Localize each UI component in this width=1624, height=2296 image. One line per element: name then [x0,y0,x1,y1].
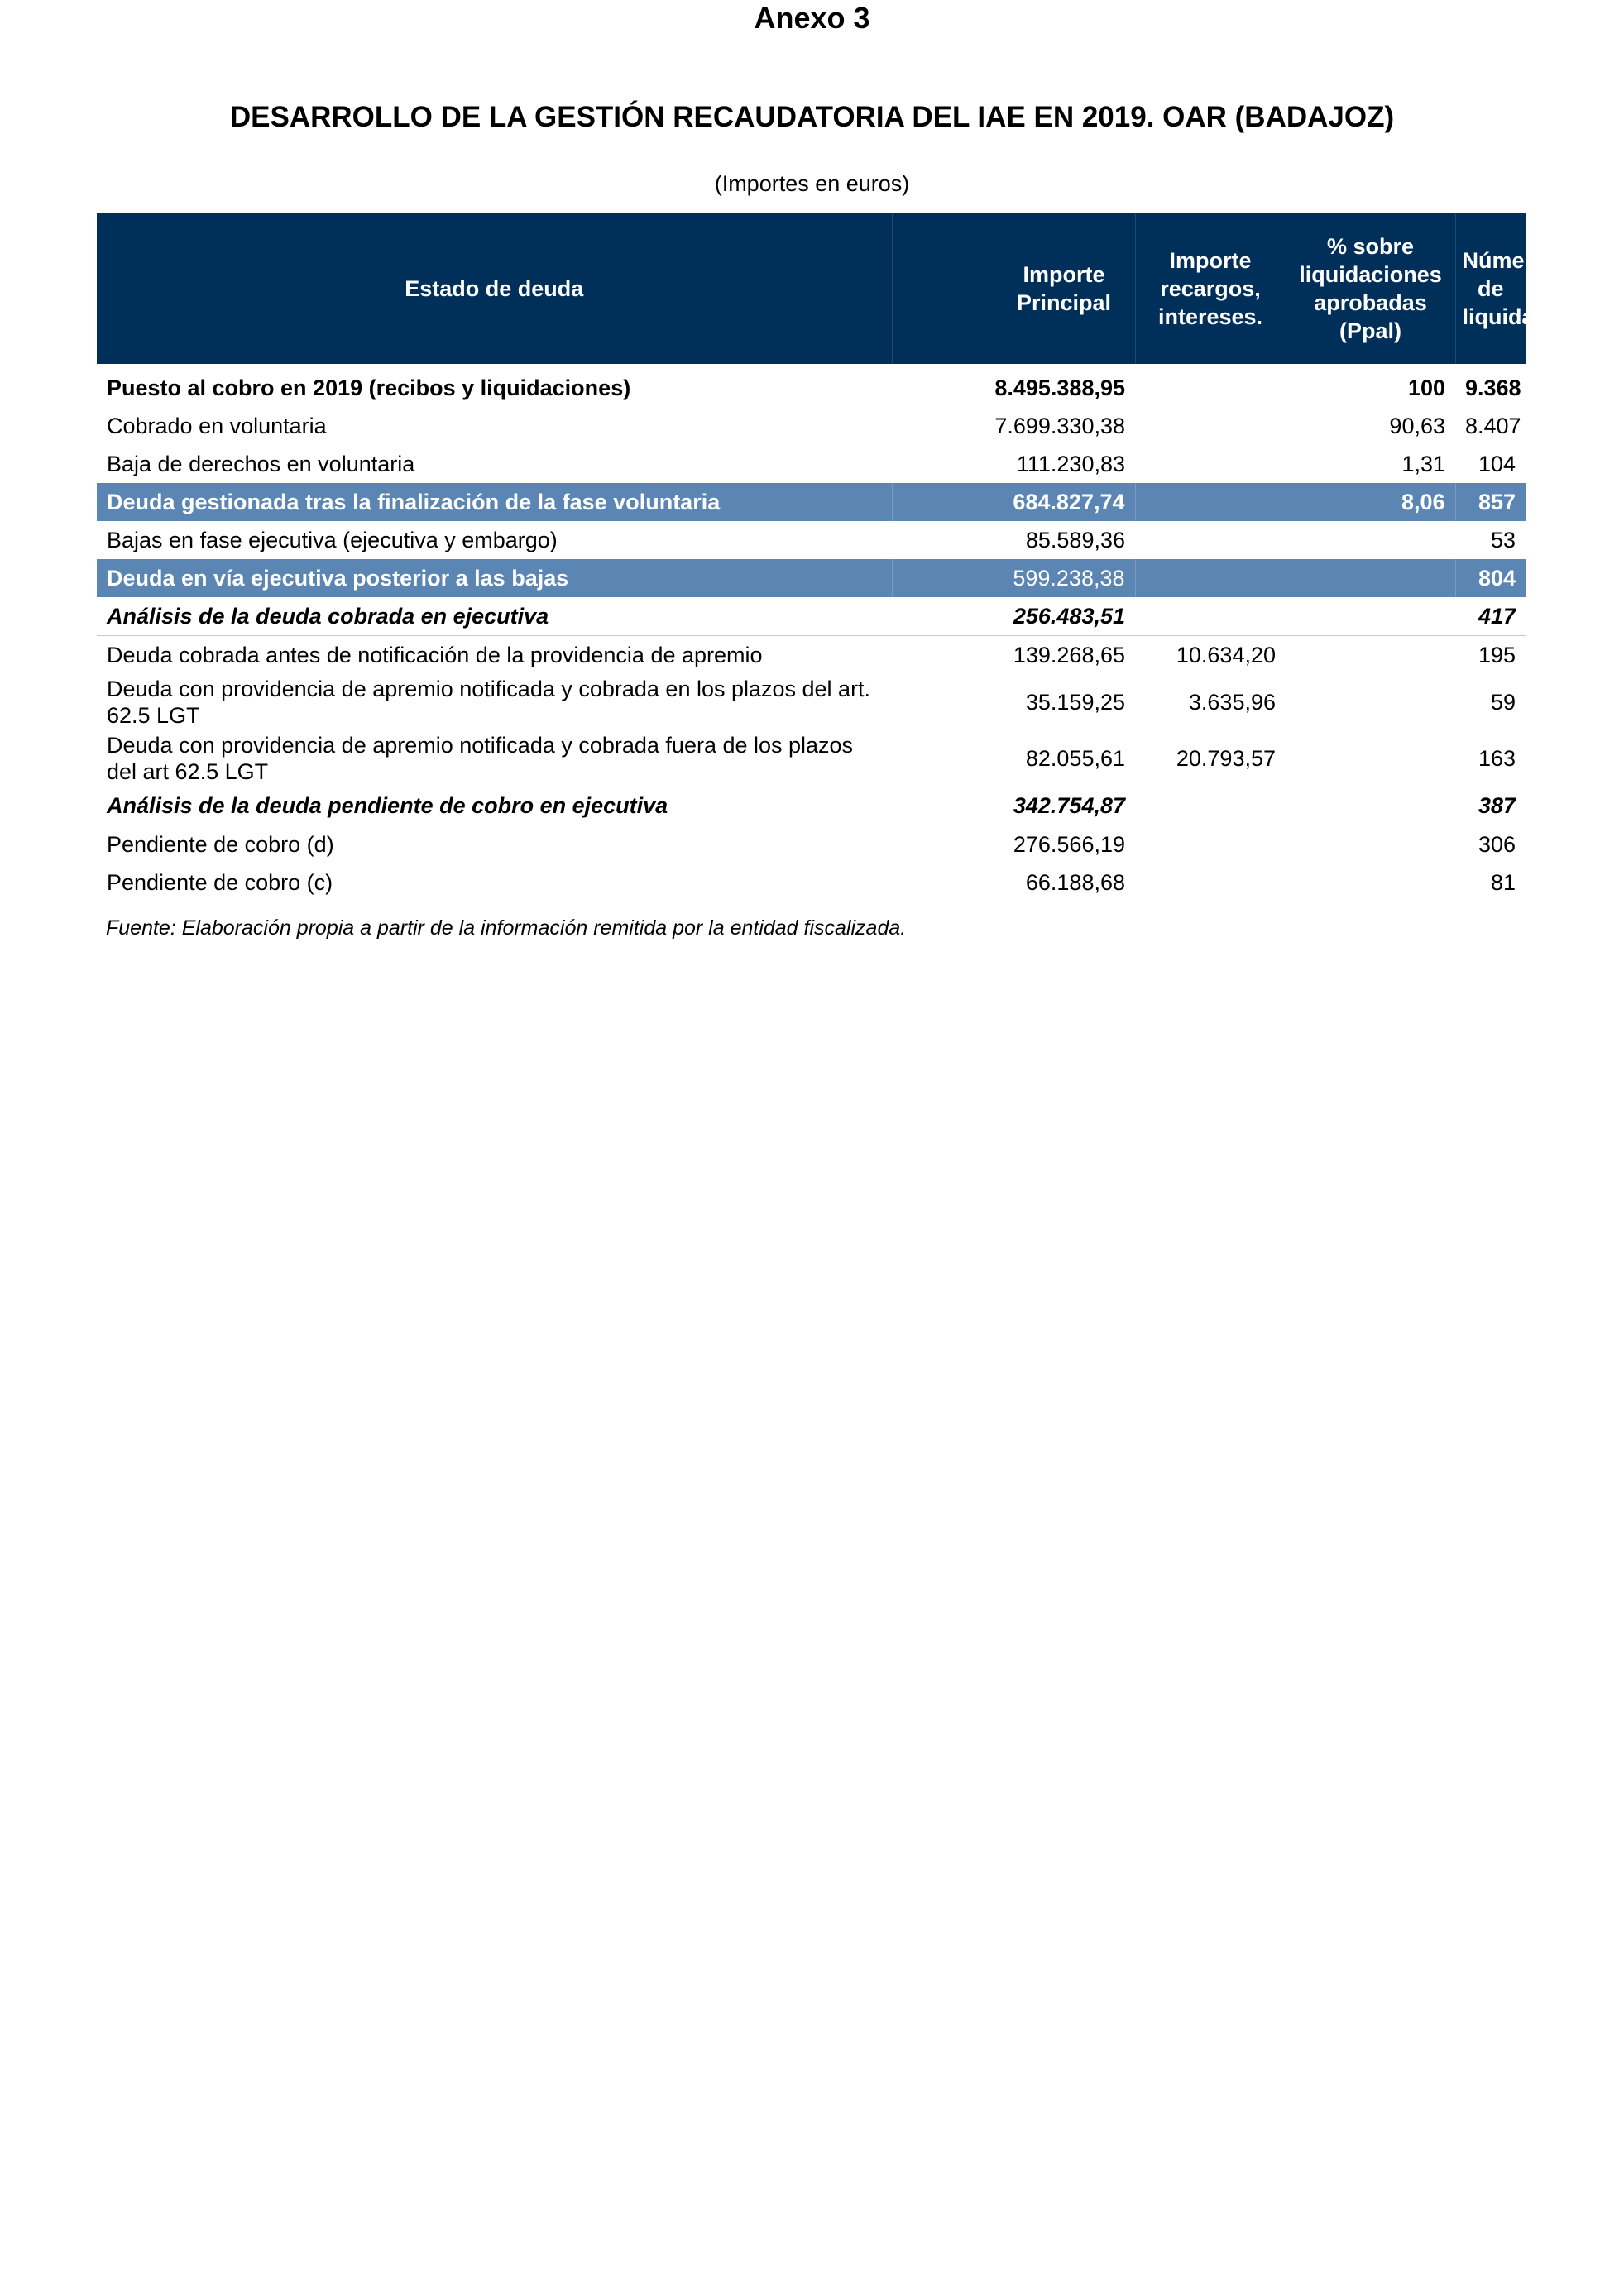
porcentaje-cell [1286,730,1455,787]
document-title: DESARROLLO DE LA GESTIÓN RECAUDATORIA DEL IAE EN 2019. OAR (BADAJOZ) [229,101,1395,133]
importe-principal-cell: 256.483,51 [892,597,1135,636]
source-note: Fuente: Elaboración propia a partir de la información remitida por la entidad fiscalizada. [106,916,907,940]
porcentaje-cell [1286,787,1455,825]
importe-recargos-cell [1135,825,1286,864]
units-note: (Importes en euros) [714,171,910,196]
porcentaje-cell: 1,31 [1401,452,1445,476]
row-label: Análisis de la deuda pendiente de cobro en ejecutiva [97,787,892,825]
importe-principal-cell: 111.230,83 [1016,452,1125,476]
row-label: Deuda cobrada antes de notificación de la providencia de apremio [107,643,763,667]
table-row [97,674,1526,730]
table-row [97,407,1526,445]
porcentaje-cell [1286,521,1455,559]
row-label: Deuda con providencia de apremio notificada y cobrada en los plazos del art. 62.5 LGT [107,677,871,728]
recaudacion-table [97,213,1606,902]
importe-recargos-cell [1135,445,1286,483]
importe-recargos-cell [1135,559,1286,597]
table-row [97,825,1526,864]
importe-principal-cell: 8.495.388,95 [994,375,1125,400]
table-row [97,636,1526,675]
header-row [97,213,1526,364]
row-label: Deuda con providencia de apremio notificada y cobrada fuera de los plazos del art 62.5 LGT [107,733,854,784]
importe-principal-cell: 342.754,87 [892,787,1135,825]
importe-recargos-cell [1135,787,1286,825]
importe-principal-cell: 276.566,19 [1013,832,1125,857]
numero-cell: 53 [1490,528,1516,552]
importe-recargos-cell [1135,407,1286,445]
numero-cell: 417 [1455,597,1526,636]
numero-cell: 195 [1478,643,1516,667]
importe-principal-cell: 35.159,25 [1025,690,1125,715]
table-row [97,521,1526,559]
table-row [97,483,1526,521]
row-label: Cobrado en voluntaria [107,414,327,438]
importe-recargos-cell [1135,483,1286,521]
importe-principal-cell: 139.268,65 [1013,643,1125,667]
row-label: Análisis de la deuda cobrada en ejecutiva [97,597,892,636]
row-label: Pendiente de cobro (c) [97,863,892,902]
importe-recargos-cell [1135,364,1286,407]
numero-cell: 104 [1478,452,1516,476]
table-row [97,863,1526,902]
porcentaje-cell: 100 [1407,375,1445,400]
numero-cell: 8.407 [1465,414,1521,438]
importe-principal-cell: 684.827,74 [892,483,1135,521]
porcentaje-cell: 90,63 [1389,414,1445,438]
table-header [97,213,1606,364]
row-label: Deuda gestionada tras la finalización de la fase voluntaria [97,483,892,521]
importe-principal-cell: 85.589,36 [1025,528,1125,552]
importe-recargos-cell [1135,597,1286,636]
importe-principal-cell: 7.699.330,38 [994,414,1125,438]
row-label: Puesto al cobro en 2019 (recibos y liquidaciones) [107,375,631,400]
numero-cell: 59 [1490,690,1516,715]
porcentaje-cell: 8,06 [1286,483,1455,521]
table-row [97,730,1526,787]
table-row [97,364,1526,407]
header-importe-recargos: Importe recargos, intereses. [1135,213,1286,364]
header-estado-deuda: Estado de deuda [97,213,892,364]
importe-recargos-cell [1135,863,1286,902]
numero-cell: 857 [1455,483,1526,521]
porcentaje-cell [1286,863,1455,902]
table-row [97,597,1526,636]
importe-recargos-cell: 20.793,57 [1176,746,1276,771]
row-label: Bajas en fase ejecutiva (ejecutiva y embargo) [107,528,558,552]
table-row [97,787,1526,825]
numero-cell: 804 [1455,559,1526,597]
importe-principal-cell: 66.188,68 [892,863,1135,902]
porcentaje-cell [1286,597,1455,636]
porcentaje-cell [1286,636,1455,675]
row-label: Pendiente de cobro (d) [107,832,334,857]
importe-recargos-cell: 3.635,96 [1188,690,1276,715]
header-importe-principal: Importe Principal [892,213,1135,364]
annex-label: Anexo 3 [754,1,870,35]
importe-principal-cell: 82.055,61 [1025,746,1125,771]
porcentaje-cell [1286,825,1455,864]
numero-cell: 81 [1455,863,1526,902]
importe-recargos-cell: 10.634,20 [1176,643,1276,667]
header-numero-liquidaciones: Número de liquidaciones [1455,213,1526,364]
row-label: Baja de derechos en voluntaria [107,452,415,476]
numero-cell: 9.368 [1465,375,1521,400]
table-row [97,445,1526,483]
header-porcentaje: % sobre liquidaciones aprobadas (Ppal) [1286,213,1455,364]
numero-cell: 306 [1478,832,1516,857]
porcentaje-cell [1286,674,1455,730]
importe-recargos-cell [1135,521,1286,559]
numero-cell: 387 [1455,787,1526,825]
porcentaje-cell [1286,559,1455,597]
importe-principal-cell: 599.238,38 [892,559,1135,597]
table-row [97,559,1526,597]
row-label: Deuda en vía ejecutiva posterior a las bajas [97,559,892,597]
numero-cell: 163 [1478,746,1516,771]
table-body [97,364,1526,902]
